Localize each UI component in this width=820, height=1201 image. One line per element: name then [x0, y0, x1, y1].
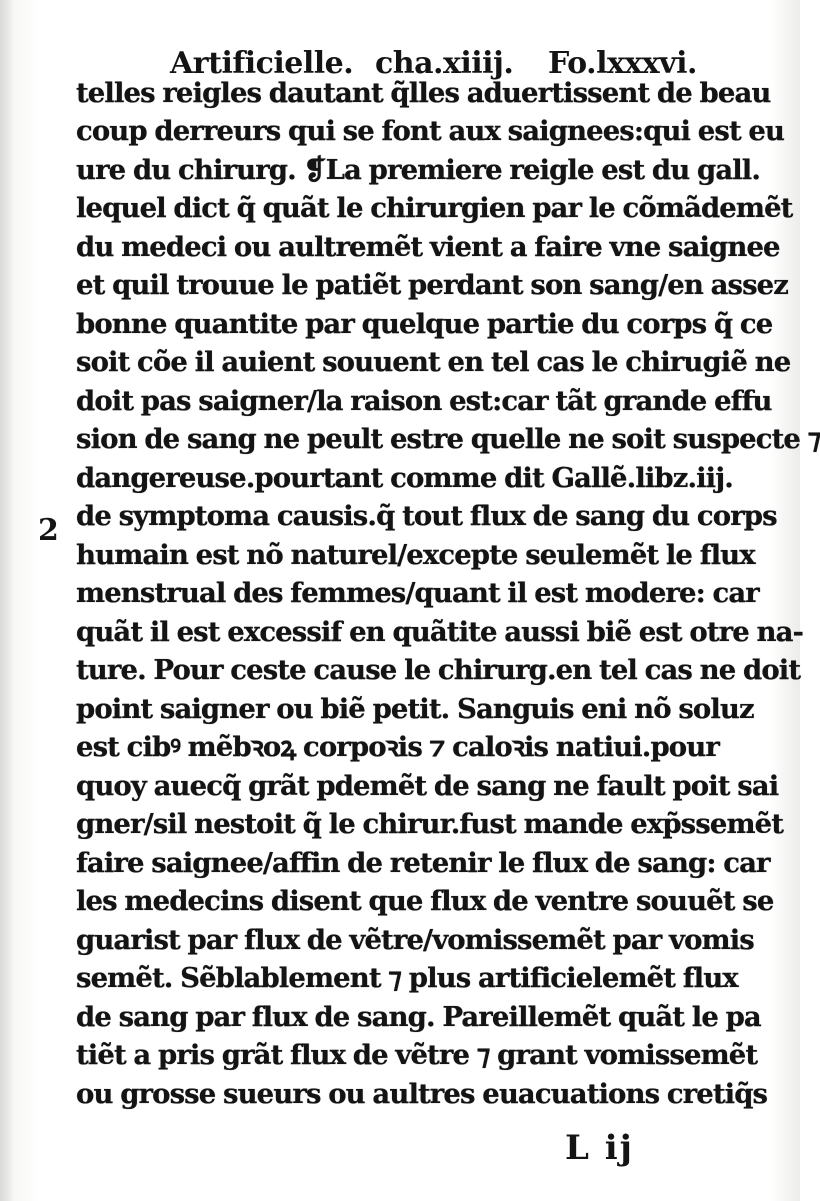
text-line: semẽt. Sẽblablement ⁊ plus artificielemẽt flux	[76, 962, 738, 994]
text-line: de sang par flux de sang. Pareillemẽt quãt le pa	[76, 1001, 761, 1033]
text-line: ure du chirurg. ❡La premiere reigle est du gall.	[76, 154, 761, 186]
text-line: ou grosse sueurs ou aultres euacuations cretiq̃s	[76, 1078, 768, 1110]
text-line: telles reigles dautant q̃lles aduertissent de beau	[76, 77, 771, 109]
text-line: de symptoma causis.q̃ tout flux de sang du corps	[76, 500, 777, 532]
running-head-folio: Fo.lxxxvi.	[548, 46, 697, 81]
text-line: tiẽt a pris grãt flux de vẽtre ⁊ grant vomissemẽt	[76, 1039, 758, 1071]
scan-edge-shadow	[0, 0, 14, 1201]
signature-mark: L ij	[565, 1128, 634, 1168]
text-line: quãt il est excessif en quãtite aussi biẽ est otre na-	[76, 616, 804, 648]
text-line: doit pas saigner/la raison est:car tãt grande effu	[76, 385, 772, 417]
running-head-title: Artificielle.	[170, 46, 354, 81]
text-line: du medeci ou aultremẽt vient a faire vne saignee	[76, 231, 780, 263]
text-line: gner/sil nestoit q̃ le chirur.fust mande exp̃ssemẽt	[76, 808, 784, 840]
text-line: menstrual des femmes/quant il est modere: car	[76, 577, 759, 609]
text-line: et quil trouue le patiẽt perdant son sang/en assez	[76, 269, 788, 301]
text-line: guarist par flux de vẽtre/vomissemẽt par vomis	[76, 924, 754, 956]
text-line: sion de sang ne peult estre quelle ne soit suspecte ⁊	[76, 423, 820, 455]
running-head-chapter: cha.xiiij.	[375, 46, 514, 81]
margin-note-number: 2	[38, 513, 59, 548]
text-line: faire saignee/affin de retenir le flux de sang: car	[76, 847, 770, 879]
text-line: humain est nõ naturel/excepte seulemẽt le flux	[76, 539, 755, 571]
text-line: soit cõe il auient souuent en tel cas le chirugiẽ ne	[76, 346, 791, 378]
text-line: point saigner ou biẽ petit. Sanguis eni nõ soluz	[76, 693, 754, 725]
text-line: ture. Pour ceste cause le chirurg.en tel cas ne doit	[76, 654, 801, 686]
text-line: coup derreurs qui se font aux saignees:qui est eu	[76, 115, 785, 147]
text-line: les medecins disent que flux de ventre souuẽt se	[76, 885, 774, 917]
text-line: dangereuse.pourtant comme dit Gallẽ.libz.iij.	[76, 462, 733, 494]
text-line: est cibꝰ mẽbꝛoꝝ corpoꝛis ⁊ caloꝛis natiui.pour	[76, 731, 719, 763]
text-line: bonne quantite par quelque partie du corps q̃ ce	[76, 308, 773, 340]
text-line: lequel dict q̃ quãt le chirurgien par le cõmãdemẽt	[76, 192, 793, 224]
text-line: quoy auecq̃ grãt pdemẽt de sang ne fault poit sai	[76, 770, 779, 802]
